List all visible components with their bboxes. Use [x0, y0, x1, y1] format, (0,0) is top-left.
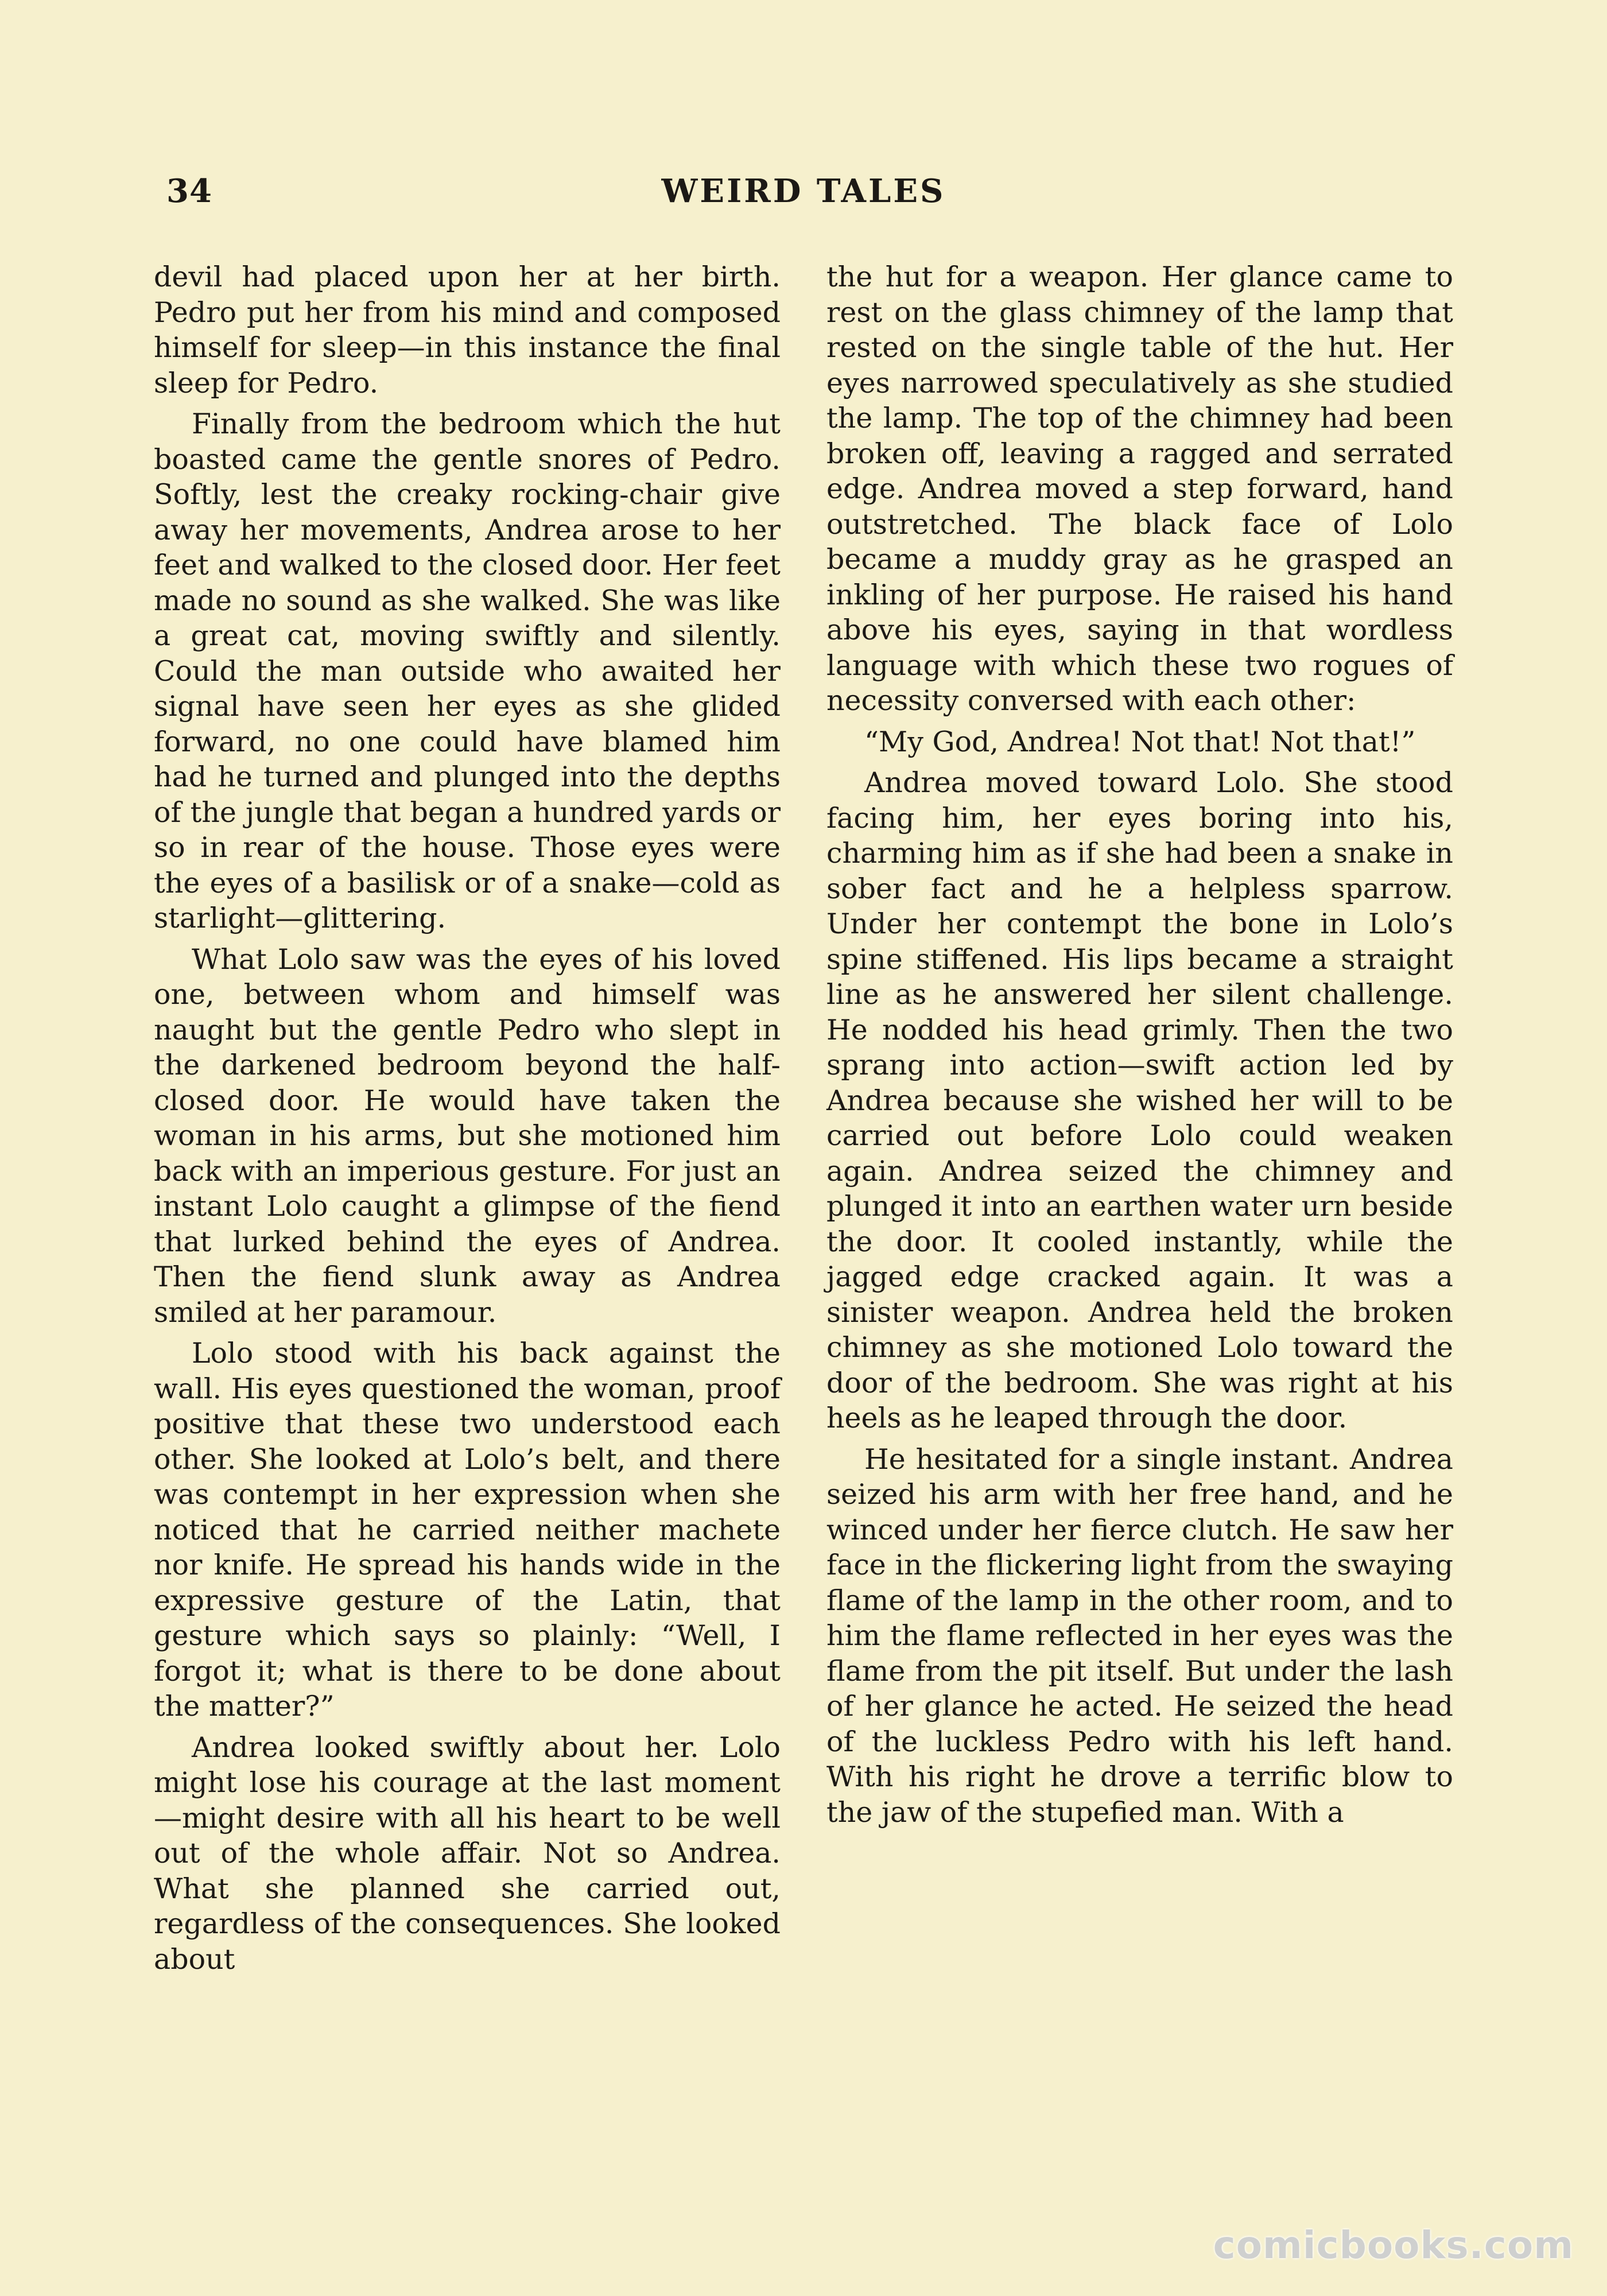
page-header	[166, 172, 1441, 224]
paragraph: Lolo stood with his back against the wall. His eyes questioned the woman, proof positive that these two understood each other. She looked at Lolo’s belt, and there was contempt in her expression when she noticed that he carried neither machete nor knife. He spread his hands wide in the expressive gesture of the Latin, that gesture which says so plainly: “Well, I forgot it; what is there to be done about the matter?”	[154, 1337, 781, 1723]
watermark: comicbooks.com	[1213, 2223, 1574, 2267]
text-columns	[154, 259, 1453, 2113]
left-column	[154, 259, 781, 1983]
page-number: 34	[166, 172, 212, 210]
paragraph: Andrea moved toward Lolo. She stood facing him, her eyes boring into his, charming him as if she had been a snake in sober fact and he a helpless sparrow. Under her contempt the bone in Lolo’s spine stiffened. His lips became a straight line as he answered her silent challenge. He nodded his head grimly. Then the two sprang into action—swift action led by Andrea because she wished her will to be carried out before Lolo could weaken again. Andrea seized the chimney and plunged it into an earthen water urn beside the door. It cooled instantly, while the jagged edge cracked again. It was a sinister weapon. Andrea held the broken chimney as she motioned Lolo toward the door of the bedroom. She was right at his heels as he leaped through the door.	[826, 766, 1453, 1434]
paragraph: the hut for a weapon. Her glance came to rest on the glass chimney of the lamp that rested on the single table of the hut. Her eyes narrowed speculatively as she studied the lamp. The top of the chimney had been broken off, leaving a ragged and serrated edge. Andrea moved a step forward, hand outstretched. The black face of Lolo became a muddy gray as he grasped an inkling of her purpose. He raised his hand above his eyes, saying in that wordless language with which these two rogues of necessity conversed with each other:	[826, 261, 1453, 717]
paragraph: What Lolo saw was the eyes of his loved one, between whom and himself was naught but the gentle Pedro who slept in the darkened bedroom beyond the half-closed door. He would have taken the woman in his arms, but she motioned him back with an imperious gesture. For just an instant Lolo caught a glimpse of the fiend that lurked behind the eyes of Andrea. Then the fiend slunk away as Andrea smiled at her paramour.	[154, 943, 781, 1329]
paragraph: He hesitated for a single instant. Andrea seized his arm with her free hand, and he winced under her fierce clutch. He saw her face in the flickering light from the swaying flame of the lamp in the other room, and to him the flame reflected in her eyes was the flame from the pit itself. But under the lash of her glance he acted. He seized the head of the luckless Pedro with his left hand. With his right he drove a terrific blow to the jaw of the stupefied man. With a	[826, 1442, 1453, 1829]
paragraph: Andrea looked swiftly about her. Lolo might lose his courage at the last moment—might desire with all his heart to be well out of the whole affair. Not so Andrea. What she planned she carried out, regardless of the consequences. She looked about	[154, 1731, 781, 1976]
right-column	[826, 259, 1453, 1836]
paragraph: “My God, Andrea! Not that! Not that!”	[864, 725, 1416, 758]
paragraph: devil had placed upon her at her birth. Pedro put her from his mind and composed himself for sleep—in this instance the final sleep for Pedro.	[154, 261, 781, 400]
paragraph: Finally from the bedroom which the hut boasted came the gentle snores of Pedro. Softly, lest the creaky rocking-chair give away her movements, Andrea arose to her feet and walked to the closed door. Her feet made no sound as she walked. She was like a great cat, moving swiftly and silently. Could the man outside who awaited her signal have seen her eyes as she glided forward, no one could have blamed him had he turned and plunged into the depths of the jungle that began a hundred yards or so in rear of the house. Those eyes were the eyes of a basilisk or of a snake—cold as starlight—glittering.	[154, 408, 781, 934]
running-title: WEIRD TALES	[661, 172, 946, 210]
